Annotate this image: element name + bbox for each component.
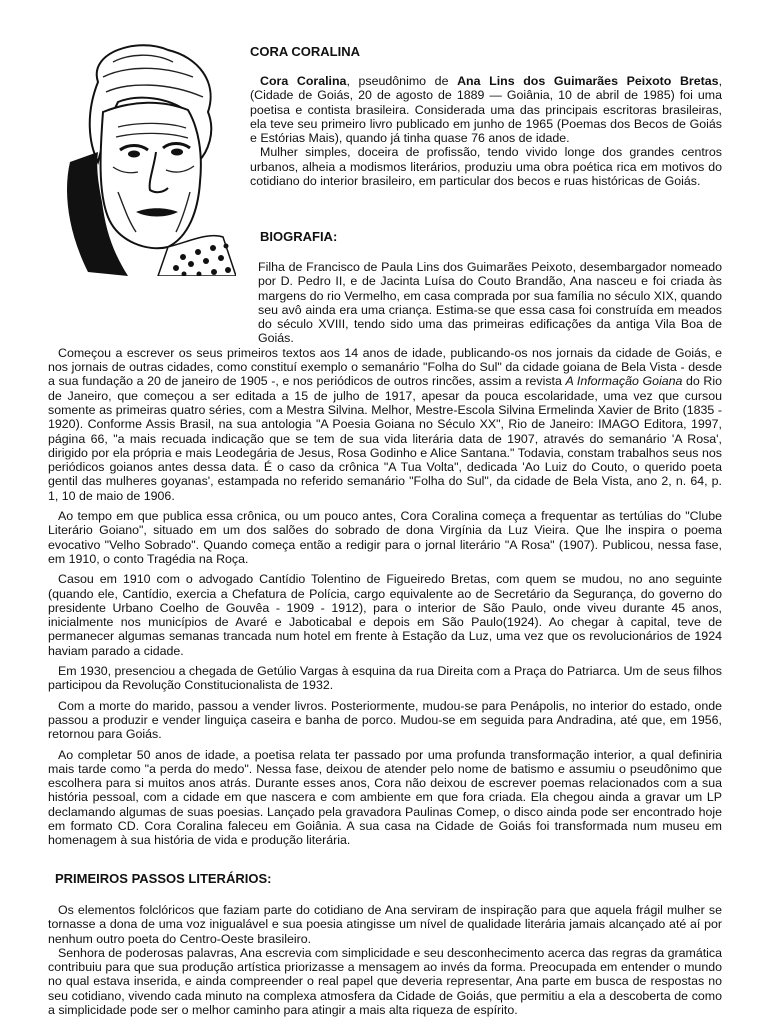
bio-paragraph [48,346,722,503]
bio-paragraph: Casou em 1910 com o advogado Cantídio Tolentino de Figueiredo Bretas, com quem se mudou, no ano seguinte (quando ele, Cantídio, exercia a Chefatura de Polícia, cargo equivalente ao de Secretário da Segurança, do governo do presidente Urbano Coelho de Gouvêa - 1909 - 1912), para o interior de São Paulo, onde viveu durante 45 anos, inicialmente nos municípios de Avaré e Jaboticabal e depois em São Paulo(1924). Ao chegar à capital, teve de permanecer algumas semanas trancada num hotel em frente à Estação da Luz, uma vez que os revolucionários de 1924 haviam parado a cidade. [48,572,722,658]
bio-text: do Rio de Janeiro, que começou a ser editada a 15 de julho de 1917, apesar da pouca escolaridade, uma vez que cursou somente as primeiras quatro séries, com a Mestra Silvina. Melhor, Mestre-Escola Silvina Ermelinda Xavier de Brito (1835 - 1920). Conforme Assis Brasil, na sua antologia "A Poesia Goiana no Século XX", Rio de Janeiro: IMAGO Editora, 1997, página 66, "a mais recuada indicação que se tem de sua vida literária data de 1907, através do semanário 'A Rosa', dirigido por ela própria e mais Leodegária de Jesus, Rosa Godinho e Alice Santana." Todavia, constam trabalhos seus nos periódicos goianos antes dessa data. É o caso da crônica "A Tua Volta", dedicada 'Ao Luiz do Couto, o querido poeta gentil das mulheres goyanas', estampada no referido semanário "Folha do Sul", da cidade de Bela Vista, ano 2, n. 64, p. 1, 10 de maio de 1906. [48,374,722,503]
lead-name: Cora Coralina [260,74,347,88]
intro-section [250,74,722,188]
bio-paragraph: Ao completar 50 anos de idade, a poetisa relata ter passado por uma profunda transformação interior, a qual definiria mais tarde como "a perda do medo". Nessa fase, deixou de atender pelo nome de batismo e assumiu o pseudônimo que escolhera para si muitos anos atrás. Durante esses anos, Cora não deixou de escrever poemas relacionados com a sua história pessoal, com a cidade em que nascera e com ambiente em que fora criada. Ela chegou ainda a gravar um LP declamando algumas de suas poesias. Lançado pela gravadora Paulinas Comep, o disco ainda pode ser encontrado hoje em formato CD. Cora Coralina faleceu em Goiânia. A sua casa na Cidade de Goiás foi transformada num museu em homenagem à sua história de vida e produção literária. [48,747,722,848]
intro-paragraph: Mulher simples, doceira de profissão, tendo vivido longe dos grandes centros urbanos, alheia a modismos literários, produziu uma obra poética rica em motivos do cotidiano do interior brasileiro, em particular dos becos e ruas históricas de Goiás. [250,145,722,189]
biografia-section [48,260,722,854]
portrait-image [58,42,236,276]
bio-paragraph: Em 1930, presenciou a chegada de Getúlio Vargas à esquina da rua Direita com a Praça do Patriarca. Um de seus filhos participou da Revolução Constitucionalista de 1932. [48,664,722,693]
prim-paragraph: Senhora de poderosas palavras, Ana escrevia com simplicidade e seu desconhecimento acerca das regras da gramática contribuiu para que sua produção artística priorizasse a mensagem ao invés da forma. Preocupada em entender o mundo no qual estava inserida, e ainda compreender o real papel que deveria representar, Ana parte em busca de respostas no seu cotidiano, vivendo cada minuto na complexa atmosfera da Cidade de Goiás, que permitiu a ela a descoberta de como a simplicidade pode ser o melhor caminho para atingir a mais alta riqueza de espírito. [48,945,722,1018]
bio-paragraph: Filha de Francisco de Paula Lins dos Guimarães Peixoto, desembargador nomeado por D. Pedro II, e de Jacinta Luísa do Couto Brandão, Ana nasceu e foi criada às margens do rio Vermelho, em casa comprada por sua família no século XIX, quando seu avô ainda era uma criança. Estima-se que essa casa foi construída em meados do século XVIII, tendo sido uma das primeiras edificações da antiga Vila Boa de Goiás. [258,260,722,346]
section-heading-primeiros-passos: PRIMEIROS PASSOS LITERÁRIOS: [55,871,272,886]
bio-text: Começou a escrever os seus primeiros textos aos 14 anos de idade, publicando-os nos jornais da cidade de Goiás, e nos jornais de outras cidades, como constituí exemplo o semanário "Folha do Sul" da cidade goiana de Bela Vista - desde a sua fundação a 20 de janeiro de 1905 -, e nos periódicos de outros rincões, assim a revista [48,345,722,389]
magazine-title: A Informação Goiana [565,374,683,389]
lead-full-name: Ana Lins dos Guimarães Peixoto Bretas [457,74,719,88]
page-title: CORA CORALINA [250,44,361,59]
primeiros-passos-section [48,903,722,1017]
section-heading-biografia: BIOGRAFIA: [260,229,338,244]
lead-text: , (Cidade de Goiás, 20 de agosto de 1889 — Goiânia, 10 de abril de 1985) foi uma poetisa e contista brasileira. Considerada uma das principais escritoras brasileiras, ela teve seu primeiro livro publicado em junho de 1965 (Poemas dos Becos de Goiás e Estórias Mais), quando já tinha quase 76 anos de idade. [250,74,723,146]
intro-paragraph [250,74,722,145]
bio-paragraph: Ao tempo em que publica essa crônica, ou um pouco antes, Cora Coralina começa a frequentar as tertúlias do "Clube Literário Goiano", situado em um dos salões do sobrado de dona Virgínia da Luz Vieira. Que lhe inspira o poema evocativo "Velho Sobrado". Quando começa então a redigir para o jornal literário "A Rosa" (1907). Publicou, nessa fase, em 1910, o conto Tragédia na Roça. [48,509,722,566]
bio-paragraph: Com a morte do marido, passou a vender livros. Posteriormente, mudou-se para Penápolis, no interior do estado, onde passou a produzir e vender linguiça caseira e banha de porco. Mudou-se em seguida para Andradina, até que, em 1956, retornou para Goiás. [48,698,722,742]
lead-text: , pseudônimo de [346,74,458,88]
prim-paragraph: Os elementos folclóricos que faziam parte do cotidiano de Ana serviram de inspiração para que aquela frágil mulher se tornasse a dona de uma voz inigualável e sua poesia atingisse um nível de qualidade literária jamais alcançado até aí por nenhum outro poeta do Centro-Oeste brasileiro. [48,903,722,946]
